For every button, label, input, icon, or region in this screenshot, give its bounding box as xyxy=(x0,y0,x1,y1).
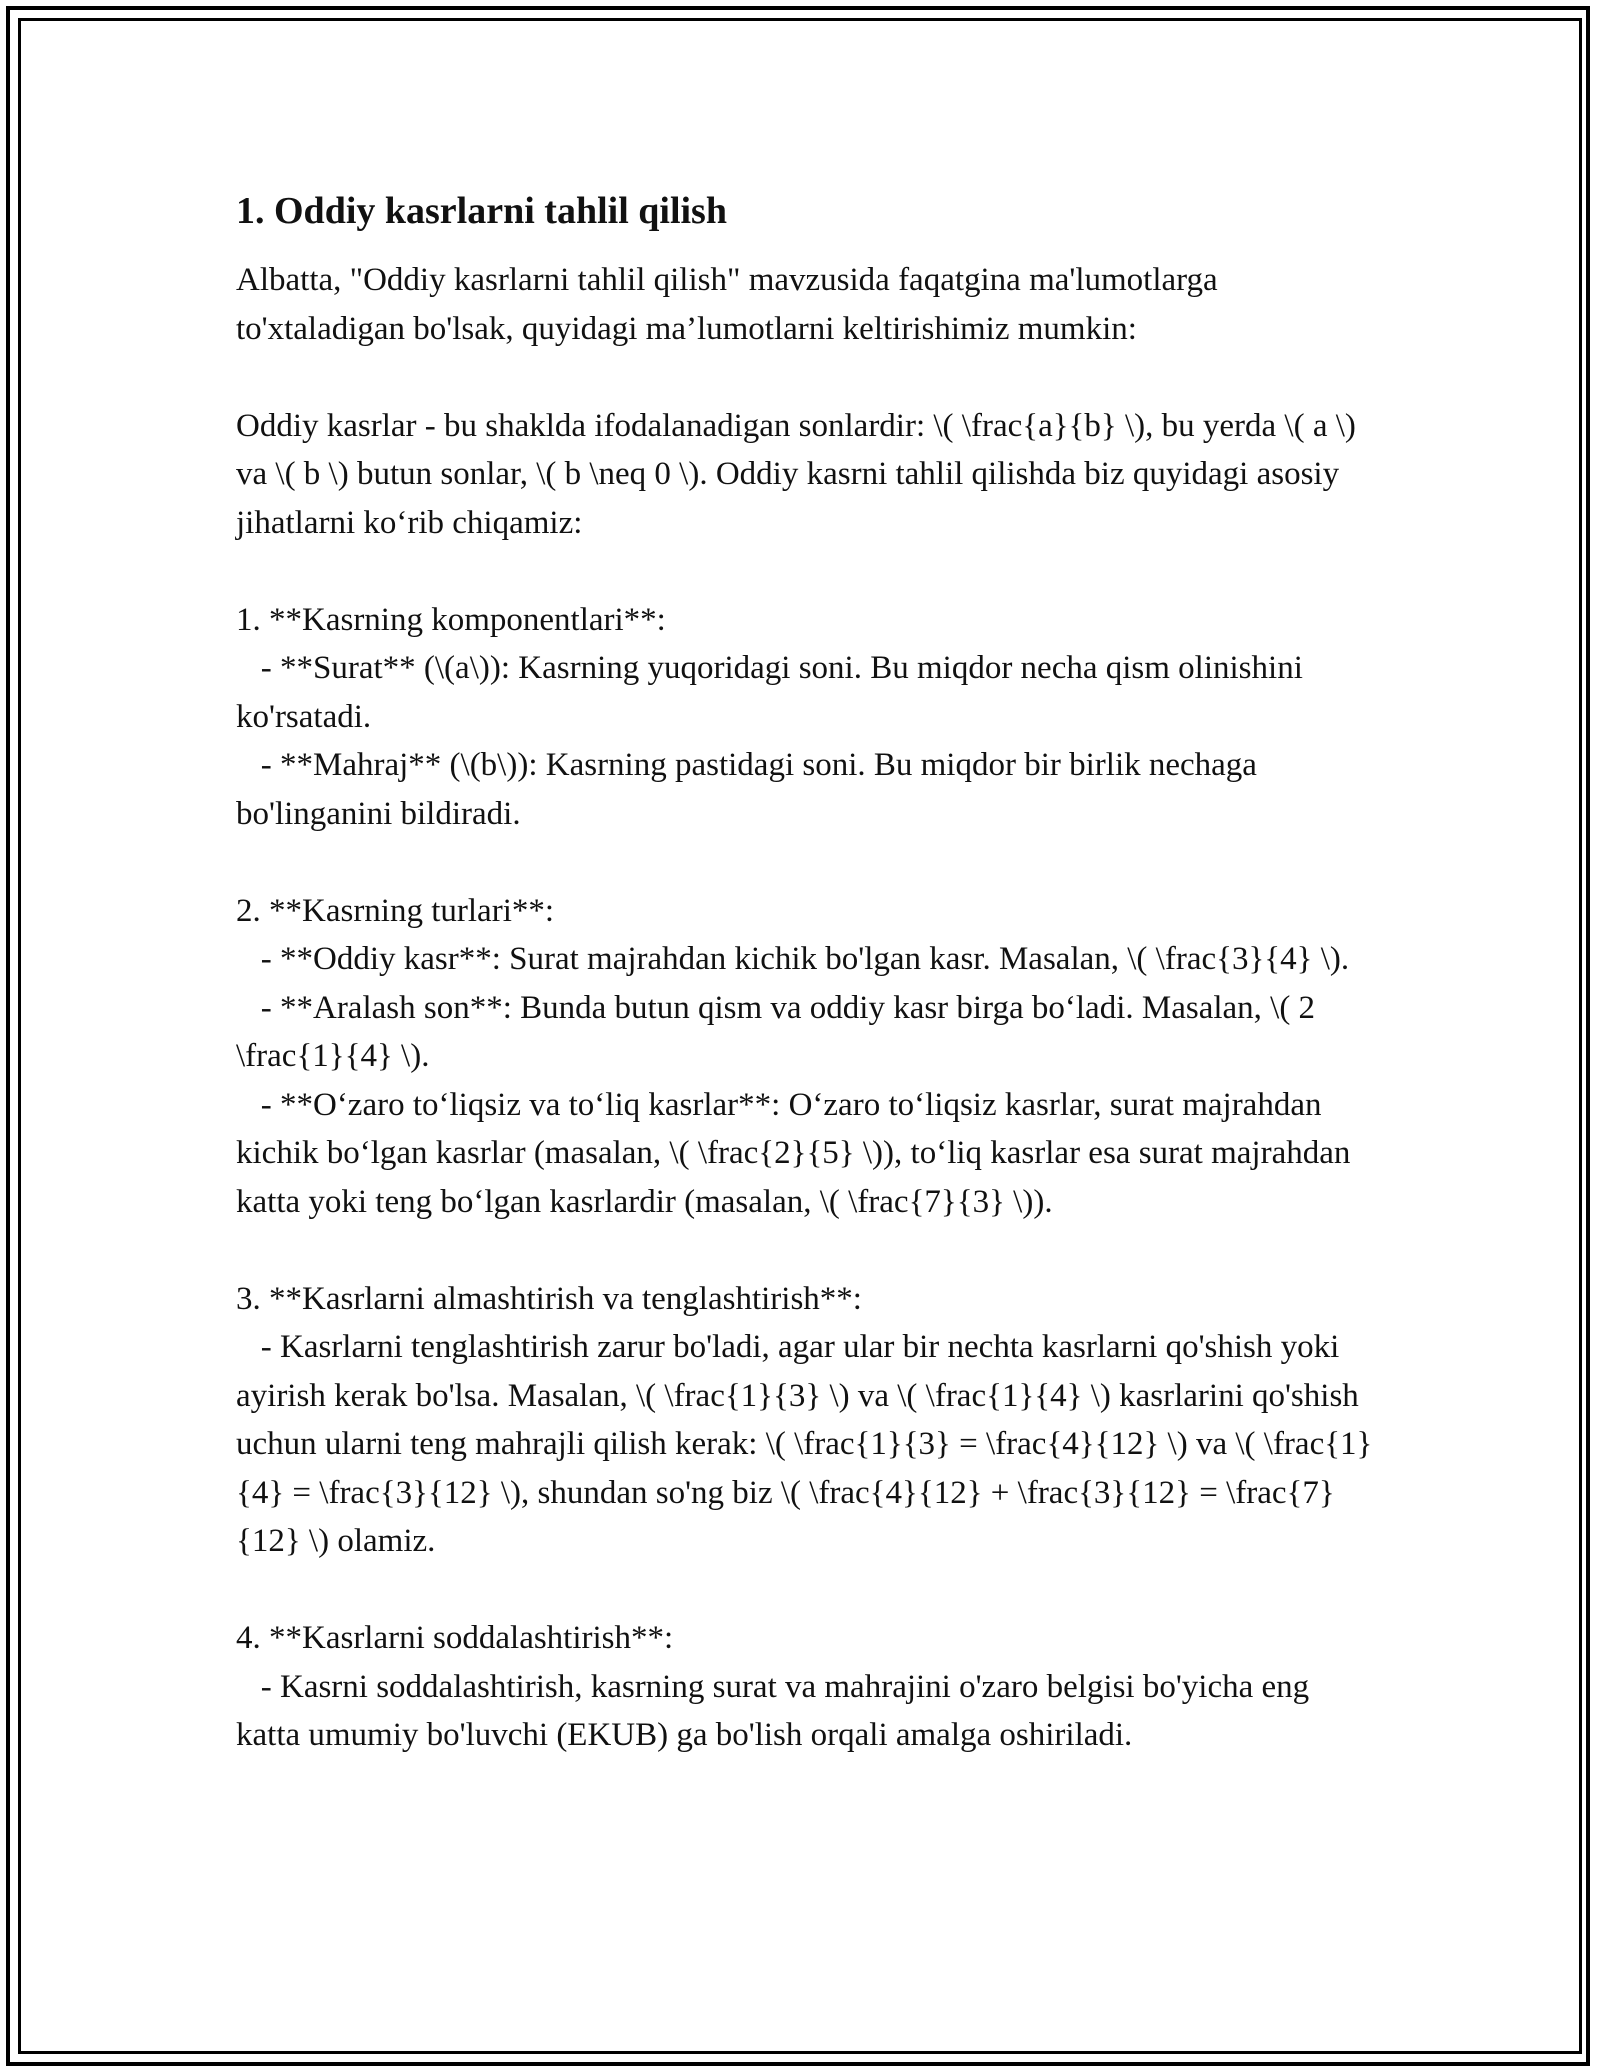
section-simplifying xyxy=(236,1614,1376,1760)
intro-paragraph: Albatta, "Oddiy kasrlarni tahlil qilish" mavzusida faqatgina ma'lumotlarga to'xtaladigan bo'lsak, quyidagi ma’lumotlarni keltirishimiz mumkin: xyxy=(236,262,1226,347)
section-components xyxy=(236,596,1376,839)
document-heading: 1. Oddiy kasrlarni tahlil qilish xyxy=(236,190,727,232)
paragraph-gap xyxy=(236,547,1376,596)
document-body xyxy=(236,186,1376,1760)
section-title: 1. **Kasrning komponentlari**: xyxy=(236,601,666,638)
list-item: - **O‘zaro to‘liqsiz va to‘liq kasrlar**: O‘zaro to‘liqsiz kasrlar, surat majrahdan kichik bo‘lgan kasrlar (masalan, \( \frac{2}{5} \)), to‘liq kasrlar esa surat majrahdan katta yoki teng bo‘lgan kasrlardir (masalan, \( \frac{7}{3} \)). xyxy=(236,1086,1359,1220)
list-item: - **Aralash son**: Bunda butun qism va oddiy kasr birga bo‘ladi. Masalan, \( 2 \frac{1}{4} \). xyxy=(236,989,1324,1074)
paragraph-gap xyxy=(236,1566,1376,1615)
section-title: 3. **Kasrlarni almashtirish va tenglashtirish**: xyxy=(236,1280,862,1317)
definition-paragraph: Oddiy kasrlar - bu shaklda ifodalanadigan sonlardir: \( \frac{a}{b} \), bu yerda \( a \) va \( b \) butun sonlar, \( b \neq 0 \). Oddiy kasrni tahlil qilishda biz quyidagi asosiy jihatlarni ko‘rib chiqamiz: xyxy=(236,407,1365,541)
list-item: - Kasrlarni tenglashtirish zarur bo'ladi, agar ular bir nechta kasrlarni qo'shish yoki ayirish kerak bo'lsa. Masalan, \( \frac{1}{3} \) va \( \frac{1}{4} \) kasrlarini qo'shish uchun ularni teng mahrajli qilish kerak: \( \frac{1}{3} = \frac{4}{12} \) va \( \frac{1}{4} = \frac{3}{12} \), shundan so'ng biz \( \frac{4}{12} + \frac{3}{12} = \frac{7}{12} \) olamiz. xyxy=(236,1329,1373,1559)
section-title: 4. **Kasrlarni soddalashtirish**: xyxy=(236,1620,674,1656)
paragraph-gap xyxy=(236,353,1376,402)
list-item: - **Oddiy kasr**: Surat majrahdan kichik bo'lgan kasr. Masalan, \( \frac{3}{4} \). xyxy=(236,941,1350,977)
paragraph-gap xyxy=(236,1226,1376,1275)
section-title: 2. **Kasrning turlari**: xyxy=(236,892,555,929)
section-types xyxy=(236,887,1376,1227)
list-item: - **Surat** (\(a\)): Kasrning yuqoridagi soni. Bu miqdor necha qism olinishini ko'rsatadi. xyxy=(236,650,1312,735)
paragraph-gap xyxy=(236,838,1376,887)
list-item: - **Mahraj** (\(b\)): Kasrning pastidagi soni. Bu miqdor bir birlik nechaga bo'linganini bildiradi. xyxy=(236,747,1266,832)
list-item: - Kasrni soddalashtirish, kasrning surat va mahrajini o'zaro belgisi bo'yicha eng katta umumiy bo'luvchi (EKUB) ga bo'lish orqali amalga oshiriladi. xyxy=(236,1668,1318,1753)
section-equalizing xyxy=(236,1275,1376,1566)
